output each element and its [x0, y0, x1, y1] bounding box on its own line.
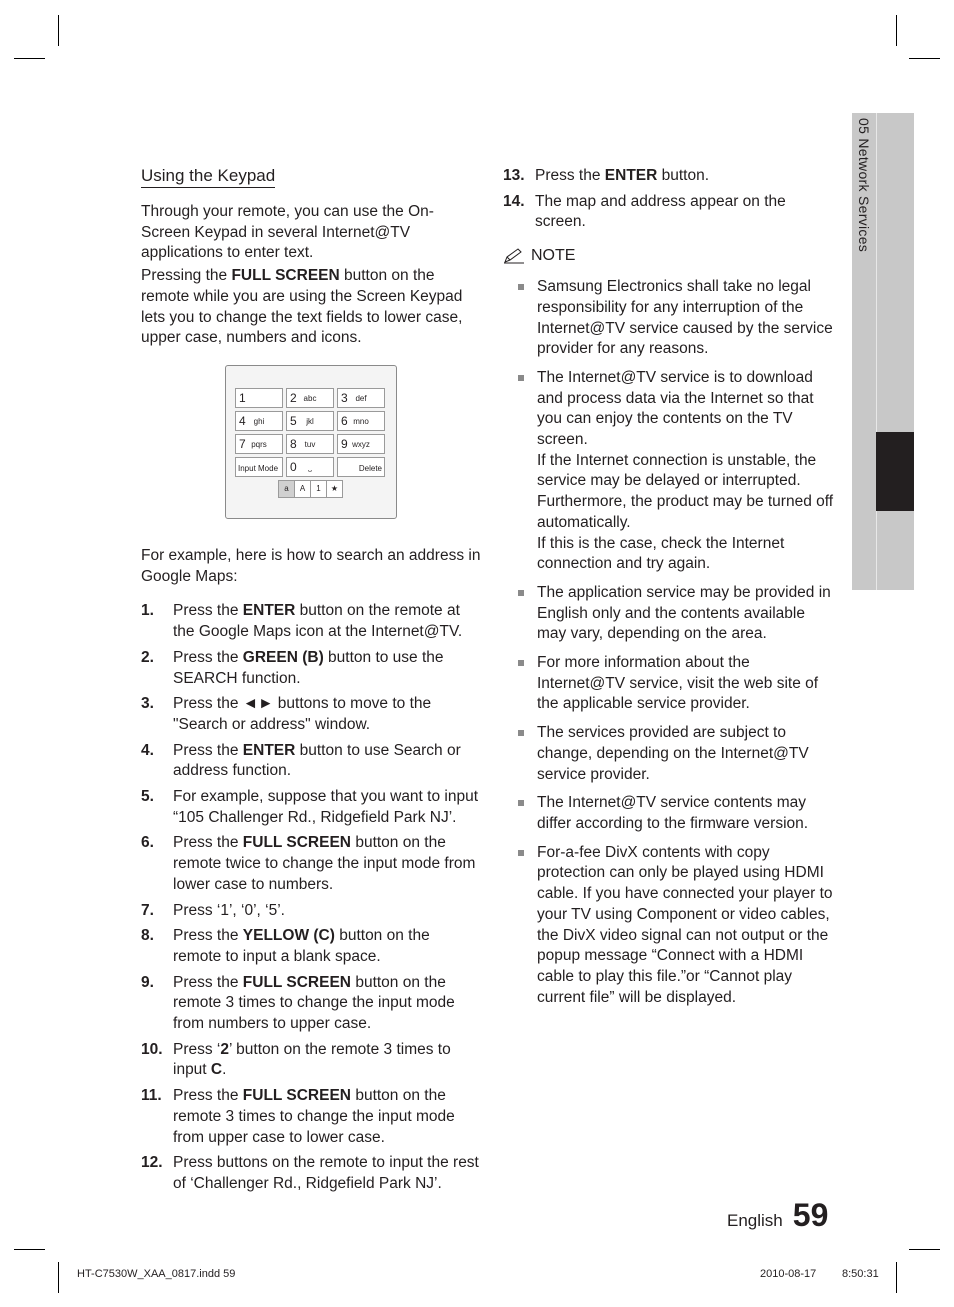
step-text-bold: ENTER	[242, 602, 296, 620]
bullet-square-icon	[518, 375, 524, 381]
step-item	[141, 1086, 481, 1148]
step-text: Press the	[173, 834, 243, 852]
crop-mark	[14, 1249, 45, 1250]
page-language: English	[727, 1211, 783, 1230]
step-text-bold: C	[210, 1061, 223, 1079]
step-text: Press the	[173, 1087, 243, 1105]
chapter-tab-label	[852, 118, 876, 368]
step-text-bold: GREEN (B)	[242, 648, 324, 666]
step-item	[141, 601, 481, 642]
keypad-input-mode-label: Input Mode	[238, 464, 279, 473]
step-number: 12.	[141, 1154, 163, 1172]
keypad-key-letters: def	[355, 394, 367, 403]
step-item	[141, 901, 481, 922]
keypad-mode-option: ★	[326, 480, 343, 498]
step-text: Press the ◄► buttons to move to the "Search or address" window.	[173, 695, 432, 733]
keypad-key	[337, 434, 385, 454]
step-number: 1.	[141, 602, 154, 620]
keypad-illustration	[225, 365, 397, 519]
step-item	[503, 192, 838, 233]
notes-list	[503, 277, 838, 1008]
step-text: button to use the SEARCH function.	[173, 648, 444, 687]
keypad-key-number: 0	[290, 460, 297, 474]
keypad-key	[286, 411, 334, 431]
keypad-key-number: 8	[290, 437, 297, 451]
crop-mark	[58, 15, 59, 46]
step-number: 6.	[141, 834, 154, 852]
keypad-key-number: 1	[239, 391, 246, 405]
note-text: The services provided are subject to change, depending on the Internet@TV service provider.	[537, 724, 809, 783]
step-text: Press the	[173, 927, 243, 945]
bullet-square-icon	[518, 660, 524, 666]
bullet-square-icon	[518, 730, 524, 736]
bullet-square-icon	[518, 590, 524, 596]
note-item	[503, 843, 838, 1009]
keypad-key-letters: jkl	[306, 417, 314, 426]
keypad-key-letters: mno	[353, 417, 369, 426]
note-item	[503, 368, 838, 575]
step-number: 10.	[141, 1040, 163, 1058]
text-run: button on the remote while you are using the Screen Keypad lets you to change the text fields to lower case, upper case, numbers and icons.	[141, 267, 463, 347]
step-number: 14.	[503, 192, 525, 210]
keypad-key-letters: tuv	[304, 440, 316, 449]
step-item	[141, 833, 481, 895]
chapter-tab-text: 05 Network Services	[856, 118, 872, 253]
keypad-key	[286, 388, 334, 408]
step-text: ’ button on the remote 3 times to input	[173, 1040, 451, 1079]
step-text: The map and address appear on the screen.	[535, 192, 786, 231]
keypad-mode-option: A	[294, 480, 311, 498]
step-number: 2.	[141, 648, 154, 666]
keypad-grid	[235, 388, 387, 477]
footer-time: 8:50:31	[842, 1268, 879, 1280]
step-text: .	[222, 1061, 227, 1079]
step-number: 3.	[141, 695, 154, 713]
keypad-key-letters: pqrs	[251, 440, 267, 449]
keypad-delete-label: Delete	[358, 464, 382, 473]
step-text-bold: 2	[220, 1040, 229, 1058]
steps-list-continued	[503, 166, 838, 233]
step-text: button.	[657, 167, 710, 184]
note-text: If this is the case, check the Internet connection and try again.	[537, 534, 785, 573]
section-paragraph-1: Through your remote, you can use the On-Screen Keypad in several Internet@TV applications to enter text.	[141, 203, 434, 262]
step-item	[141, 787, 481, 828]
step-number: 9.	[141, 973, 154, 991]
keypad-space-symbol: ⎵	[308, 463, 312, 472]
chapter-tab-marker	[876, 432, 914, 511]
step-text: Press the	[173, 602, 243, 620]
crop-mark	[896, 15, 897, 46]
note-text: If the Internet connection is unstable, the service may be delayed or interrupted. Furthermore, the product may be turned off automatically.	[537, 451, 834, 531]
page-number-value: 59	[792, 1197, 829, 1233]
example-section	[141, 546, 481, 1200]
note-text: For more information about the Internet@TV service, visit the web site of the applicable service provider.	[537, 654, 819, 713]
keypad-key-number: 2	[290, 391, 297, 405]
footer-file: HT-C7530W_XAA_0817.indd 59	[77, 1268, 236, 1280]
note-item	[503, 583, 838, 645]
step-text: Press the	[535, 167, 605, 184]
crop-mark	[909, 58, 940, 59]
step-item	[141, 741, 481, 782]
example-intro: For example, here is how to search an address in Google Maps:	[141, 547, 481, 585]
step-item	[141, 1040, 481, 1081]
step-item	[141, 648, 481, 689]
bullet-square-icon	[518, 284, 524, 290]
step-text-bold: ENTER	[604, 167, 658, 184]
step-number: 4.	[141, 741, 154, 759]
keypad-mode-option: a	[278, 480, 295, 498]
footer-date: 2010-08-17	[760, 1268, 817, 1280]
page-number	[727, 1197, 828, 1234]
keypad-mode-selector	[279, 480, 343, 498]
keypad-key-number: 9	[341, 437, 348, 451]
keypad-key-number: 3	[341, 391, 348, 405]
step-text: Press ‘1’, ‘0’, ‘5’.	[173, 901, 285, 919]
text-run-bold: FULL SCREEN	[231, 267, 340, 285]
keypad-key-zero	[286, 457, 334, 477]
note-item	[503, 793, 838, 834]
step-text-bold: ENTER	[242, 741, 296, 759]
note-text: The application service may be provided in English only and the contents available may vary, depending on the area.	[537, 583, 831, 643]
step-text-bold: FULL SCREEN	[242, 1087, 352, 1105]
step-text: button on the remote at the Google Maps icon at the Internet@TV.	[173, 602, 463, 641]
keypad-key	[286, 434, 334, 454]
crop-mark	[14, 58, 45, 59]
keypad-key-number: 5	[290, 414, 297, 428]
step-text: button on the remote twice to change the input mode from lower case to numbers.	[173, 834, 476, 893]
keypad-key-number: 6	[341, 414, 348, 428]
keypad-section	[141, 166, 481, 351]
step-item	[141, 973, 481, 1035]
keypad-key	[337, 388, 385, 408]
step-number: 11.	[141, 1087, 162, 1105]
note-item	[503, 277, 838, 360]
step-text: button on the remote 3 times to change the input mode from upper case to lower case.	[173, 1087, 455, 1146]
keypad-key	[235, 434, 283, 454]
section-paragraph-2	[141, 266, 481, 349]
steps-list	[141, 601, 481, 1194]
keypad-key-letters: wxyz	[352, 440, 370, 449]
keypad-key-input-mode	[235, 457, 283, 477]
keypad-key	[235, 411, 283, 431]
step-text: Press ‘	[173, 1040, 221, 1058]
step-number: 7.	[141, 901, 154, 919]
section-title: Using the Keypad	[141, 166, 275, 188]
note-text: Samsung Electronics shall take no legal responsibility for any interruption of the Internet@TV service caused by the service provider for any reasons.	[537, 278, 833, 358]
keypad-key-delete	[337, 457, 385, 477]
keypad-key	[337, 411, 385, 431]
step-item	[503, 166, 838, 187]
step-text: Press the	[173, 648, 243, 666]
step-number: 8.	[141, 927, 154, 945]
right-column	[503, 166, 838, 1016]
note-text: The Internet@TV service is to download and process data via the Internet so that you can enjoy the contents on the TV screen.	[537, 368, 814, 449]
step-text: For example, suppose that you want to input “105 Challenger Rd., Ridgefield Park NJ’.	[173, 788, 479, 826]
step-text-bold: FULL SCREEN	[242, 973, 352, 991]
crop-mark	[896, 1262, 897, 1293]
keypad-mode-option: 1	[310, 480, 327, 498]
note-item	[503, 723, 838, 785]
bullet-square-icon	[518, 800, 524, 806]
text-run: Pressing the	[141, 267, 232, 285]
step-text: Press the	[173, 973, 243, 991]
pencil-note-icon	[503, 248, 525, 264]
note-text: For-a-fee DivX contents with copy protection can only be played using HDMI cable. If you have connected your player to your TV using Component or video cables, the DivX video signal can not output or the popup message “Connect with a HDMI cable to play this file.”or “Cannot play current file” will be displayed.	[537, 843, 833, 1006]
step-text: Press the	[173, 741, 243, 759]
bullet-square-icon	[518, 850, 524, 856]
note-text: The Internet@TV service contents may differ according to the firmware version.	[537, 794, 809, 832]
step-item	[141, 694, 481, 735]
crop-mark	[58, 1262, 59, 1293]
note-heading-text: NOTE	[531, 247, 576, 265]
step-text: button on the remote 3 times to change the input mode from numbers to upper case.	[173, 973, 455, 1033]
step-text-bold: FULL SCREEN	[242, 834, 352, 852]
keypad-key-letters: abc	[303, 394, 317, 403]
keypad-key-number: 4	[239, 414, 246, 428]
chapter-tab-divider	[876, 113, 877, 590]
step-item	[141, 1153, 481, 1194]
keypad-key	[235, 388, 283, 408]
step-number: 5.	[141, 788, 154, 806]
step-text: button to use Search or address function.	[173, 741, 461, 780]
step-text-bold: YELLOW (C)	[242, 927, 335, 945]
step-item	[141, 926, 481, 967]
crop-mark	[909, 1249, 940, 1250]
keypad-key-letters: ghi	[253, 417, 265, 426]
keypad-key-number: 7	[239, 437, 246, 451]
step-text: Press buttons on the remote to input the rest of ‘Challenger Rd., Ridgefield Park NJ’.	[173, 1154, 479, 1192]
step-number: 13.	[503, 167, 525, 184]
note-item	[503, 653, 838, 715]
note-heading	[503, 247, 838, 265]
step-text: button on the remote to input a blank space.	[173, 927, 430, 965]
